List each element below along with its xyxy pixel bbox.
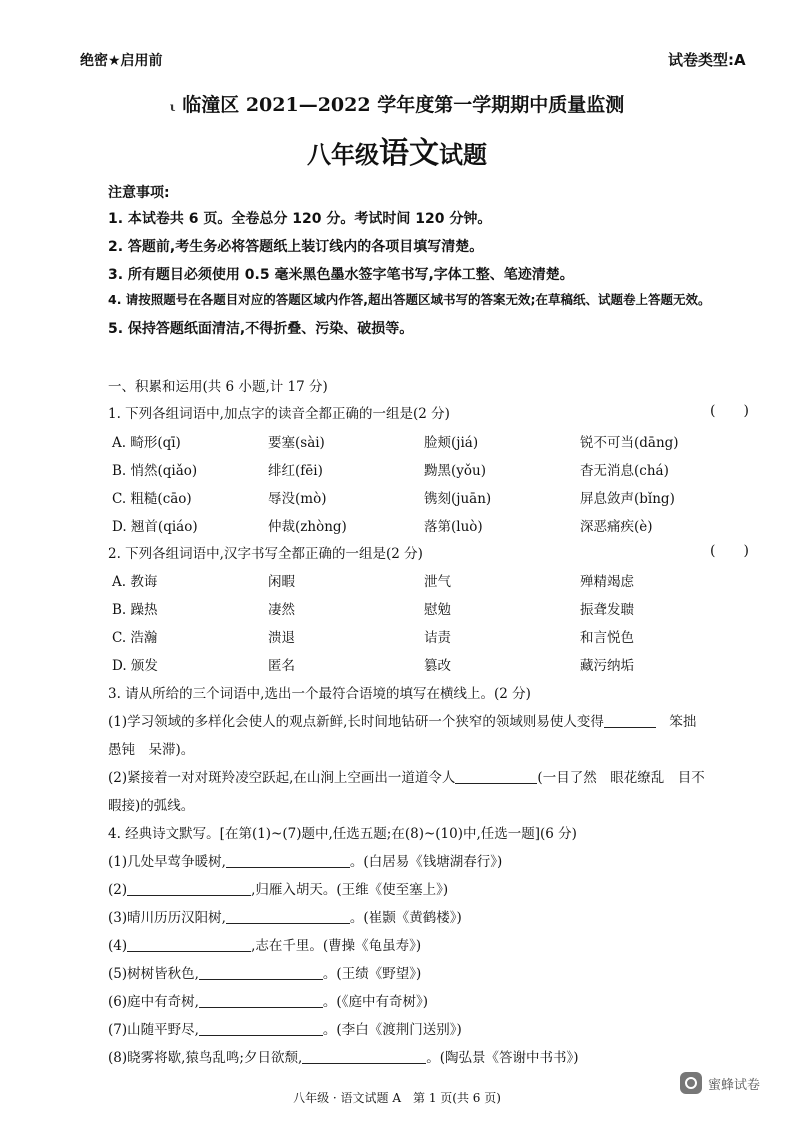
secret-label: 绝密★启用前	[80, 53, 163, 69]
q2-option-a-word: 殚精竭虑	[580, 574, 634, 590]
q1-option-c: C. 粗糙(cāo)	[112, 491, 192, 507]
q1-answer-paren: ( )	[710, 403, 749, 419]
subtitle-suffix: 试题	[439, 140, 487, 169]
q2-option-c-word: 溃退	[268, 630, 295, 646]
paper-type: 试卷类型:A	[668, 51, 746, 69]
q1-stem: 1. 下列各组词语中,加点字的读音全都正确的一组是(2 分)	[108, 406, 450, 422]
notice-item: 1. 本试卷共 6 页。全卷总分 120 分。考试时间 120 分钟。	[108, 211, 492, 227]
exam-subtitle	[0, 128, 794, 172]
section-heading: 一、积累和运用(共 6 小题,计 17 分)	[108, 379, 328, 395]
notice-item: 2. 答题前,考生务必将答题纸上装订线内的各项目填写清楚。	[108, 239, 484, 255]
q1-option-a-word: 锐不可当(dāng)	[580, 435, 679, 451]
q1-option-b: B. 悄然(qiǎo)	[112, 463, 198, 479]
answer-blank[interactable]	[199, 965, 323, 980]
q4-line	[108, 1018, 462, 1038]
q2-option-b-word: 慰勉	[424, 602, 451, 618]
q2-option-a-word: 闲暇	[268, 574, 295, 590]
corner-mark: ι	[169, 100, 176, 114]
q1-option-c-word: 屏息敛声(bǐng)	[580, 491, 675, 507]
answer-blank[interactable]	[226, 853, 350, 868]
q4-line	[108, 1046, 579, 1066]
answer-blank[interactable]	[127, 937, 251, 952]
q4-line	[108, 850, 502, 870]
answer-blank[interactable]	[226, 909, 350, 924]
subtitle-grade: 八年级	[307, 140, 379, 169]
q4-line-pre: (1)几处早莺争暖树,	[108, 854, 226, 870]
q1-option-a-word: 脸颊(jiá)	[424, 435, 479, 451]
q4-line	[108, 906, 462, 926]
notice-item: 5. 保持答题纸面清洁,不得折叠、污染、破损等。	[108, 321, 414, 337]
q4-line-source: 。(《庭中有奇树》)	[322, 994, 428, 1010]
q4-line-source: 。(李白《渡荆门送别》)	[322, 1022, 462, 1038]
q2-stem: 2. 下列各组词语中,汉字书写全都正确的一组是(2 分)	[108, 546, 423, 562]
q2-option-b-word: 凄然	[268, 602, 295, 618]
q1-option-d: D. 翘首(qiáo)	[112, 519, 198, 535]
answer-blank[interactable]	[455, 769, 537, 784]
q1-option-d-word: 落第(luò)	[424, 519, 483, 535]
answer-blank[interactable]	[127, 881, 251, 896]
subtitle-subject: 语文	[379, 136, 439, 171]
answer-blank[interactable]	[302, 1049, 426, 1064]
q4-line-pre: (2)	[108, 882, 128, 898]
q3-part2	[108, 766, 705, 786]
q1-option-a: A. 畸形(qī)	[112, 435, 181, 451]
q4-line-pre: (6)庭中有奇树,	[108, 994, 199, 1010]
q2-option-a: A. 教诲	[112, 574, 158, 590]
q3-part1-cont: 愚钝 呆滞)。	[108, 742, 195, 758]
answer-blank[interactable]	[604, 713, 656, 728]
q4-line	[108, 962, 421, 982]
q3-stem: 3. 请从所给的三个词语中,选出一个最符合语境的填写在横线上。(2 分)	[108, 686, 531, 702]
q4-line-source: 。(王绩《野望》)	[322, 966, 422, 982]
answer-blank[interactable]	[199, 1021, 323, 1036]
q1-option-b-word: 杳无消息(chá)	[580, 463, 669, 479]
q4-line	[108, 934, 421, 954]
q1-option-c-word: 镌刻(juān)	[424, 491, 492, 507]
q2-answer-paren: ( )	[710, 543, 749, 559]
q4-line-pre: (7)山随平野尽,	[108, 1022, 199, 1038]
notice-item: 4. 请按照题号在各题目对应的答题区域内作答,超出答题区域书写的答案无效;在草稿纸、试题卷上答题无效。	[108, 292, 711, 307]
q1-option-d-word: 深恶痛疾(è)	[580, 519, 653, 535]
watermark	[680, 1072, 760, 1094]
q2-option-d-word: 匿名	[268, 658, 295, 674]
q4-line-source: 。(崔颢《黄鹤楼》)	[349, 910, 462, 926]
q4-line-pre: (3)晴川历历汉阳树,	[108, 910, 226, 926]
q2-option-c: C. 浩瀚	[112, 630, 158, 646]
page-footer: 八年级 · 语文试题 A 第 1 页(共 6 页)	[293, 1091, 501, 1105]
watermark-text: 蜜蜂试卷	[707, 1077, 760, 1093]
exam-title	[0, 90, 794, 117]
notice-heading: 注意事项:	[108, 185, 170, 201]
q4-line-source: ,志在千里。(曹操《龟虽寿》)	[251, 938, 422, 954]
exam-title-text: 临潼区 2021—2022 学年度第一学期期中质量监测	[182, 94, 625, 116]
q4-line	[108, 990, 428, 1010]
q3-part2-options: (一目了然 眼花缭乱 目不	[537, 770, 705, 786]
q2-option-c-word: 和言悦色	[580, 630, 634, 646]
q1-option-c-word: 辱没(mò)	[268, 491, 327, 507]
watermark-logo-icon	[680, 1072, 702, 1094]
q3-part1-options: 笨拙	[669, 714, 697, 730]
q4-line-source: 。(陶弘景《答谢中书书》)	[426, 1050, 579, 1066]
q2-option-b: B. 躁热	[112, 602, 158, 618]
q2-option-a-word: 泄气	[424, 574, 451, 590]
q1-option-d-word: 仲裁(zhòng)	[268, 519, 347, 535]
answer-blank[interactable]	[199, 993, 323, 1008]
notice-item: 3. 所有题目必须使用 0.5 毫米黑色墨水签字笔书写,字体工整、笔迹清楚。	[108, 267, 574, 283]
q4-line	[108, 878, 448, 898]
q2-option-d: D. 颁发	[112, 658, 158, 674]
q2-option-c-word: 诘责	[424, 630, 451, 646]
q3-part2-text: (2)紧接着一对对斑羚凌空跃起,在山涧上空画出一道道令人	[108, 770, 456, 786]
q3-part2-cont: 暇接)的弧线。	[108, 798, 195, 814]
q1-option-a-word: 要塞(sài)	[268, 435, 325, 451]
q4-stem: 4. 经典诗文默写。[在第(1)~(7)题中,任选五题;在(8)~(10)中,任选一题](6 分)	[108, 826, 577, 842]
q2-option-d-word: 藏污纳垢	[580, 658, 634, 674]
q4-line-source: 。(白居易《钱塘湖春行》)	[349, 854, 503, 870]
q2-option-b-word: 振聋发聩	[580, 602, 634, 618]
q4-line-source: ,归雁入胡天。(王维《使至塞上》)	[251, 882, 449, 898]
q4-line-pre: (5)树树皆秋色,	[108, 966, 199, 982]
q3-part1	[108, 710, 696, 730]
q2-option-d-word: 篡改	[424, 658, 451, 674]
q4-line-pre: (8)晓雾将歇,猿鸟乱鸣;夕日欲颓,	[108, 1050, 303, 1066]
q1-option-b-word: 绯红(fēi)	[268, 463, 323, 479]
q1-option-b-word: 黝黑(yǒu)	[424, 463, 486, 479]
q3-part1-text: (1)学习领域的多样化会使人的观点新鲜,长时间地钻研一个狭窄的领域则易使人变得	[108, 714, 604, 730]
q4-line-pre: (4)	[108, 938, 128, 954]
